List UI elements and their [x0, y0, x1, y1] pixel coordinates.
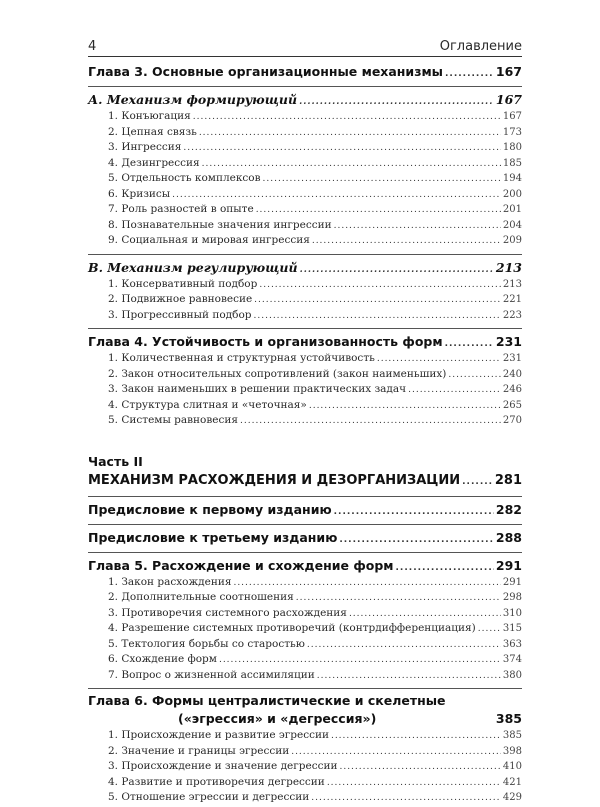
toc-entry-page: 213	[495, 259, 522, 275]
toc-item-page: 291	[502, 576, 522, 588]
dot-leader	[445, 65, 494, 84]
toc-item-title: 3. Закон наименьших в решении практических задач	[108, 383, 407, 395]
dot-leader	[312, 234, 501, 250]
toc-item[interactable]	[88, 637, 522, 653]
toc-item[interactable]	[88, 790, 522, 806]
toc-chapter-3[interactable]	[88, 62, 522, 81]
toc-item-page: 421	[502, 776, 522, 788]
toc-item[interactable]	[88, 367, 522, 383]
toc-entry-title: Предисловие к первому изданию	[88, 501, 332, 517]
toc-entry-page: 167	[495, 92, 522, 107]
toc-item-title: 2. Цепная связь	[108, 125, 197, 138]
table-of-contents	[88, 62, 522, 806]
toc-chapter-5[interactable]	[88, 552, 522, 575]
toc-item-title: 1. Количественная и структурная устойчивость	[108, 352, 375, 364]
running-header	[88, 32, 522, 57]
toc-section-b[interactable]	[88, 254, 522, 277]
dot-leader	[334, 219, 501, 235]
toc-entry-page: 281	[494, 472, 522, 488]
dot-leader	[219, 653, 501, 669]
toc-entry-page: 167	[495, 64, 522, 79]
dot-leader	[296, 591, 501, 607]
toc-item-title: 7. Вопрос о жизненной ассимиляции	[108, 668, 315, 681]
toc-entry-title: Глава 5. Расхождение и схождение форм	[88, 557, 394, 573]
toc-item[interactable]	[88, 109, 522, 125]
toc-item-page: 265	[502, 399, 522, 411]
toc-item-title: 7. Роль разностей в опыте	[108, 203, 254, 215]
toc-item[interactable]	[88, 382, 522, 398]
toc-entry-page: 231	[495, 334, 522, 349]
toc-item-title: 4. Дезингрессия	[108, 156, 200, 169]
toc-item[interactable]	[88, 187, 522, 203]
toc-part-2[interactable]	[88, 471, 522, 491]
toc-item-title: 5. Тектология борьбы со старостью	[108, 637, 305, 650]
toc-item-title: 5. Отношение эгрессии и дегрессии	[108, 791, 310, 803]
toc-item-page: 315	[502, 623, 522, 634]
dot-leader	[448, 368, 501, 384]
toc-entry-title: Глава 3. Основные организационные механизмы	[88, 64, 443, 79]
toc-entry-title-line-2: («эгрессия» и «дегрессия»)	[178, 711, 377, 726]
toc-item-page: 385	[502, 730, 522, 741]
dot-leader	[199, 126, 501, 142]
toc-item-title: 2. Закон относительных сопротивлений (закон наименьших)	[108, 367, 447, 380]
toc-item-title: 1. Закон расхождения	[108, 575, 232, 588]
toc-section-a[interactable]	[88, 86, 522, 109]
toc-item-title: 2. Дополнительные соотношения	[108, 591, 294, 603]
toc-entry-page: 291	[495, 557, 522, 573]
toc-item[interactable]	[88, 171, 522, 187]
toc-item[interactable]	[88, 277, 522, 293]
toc-entry-title: Предисловие к третьему изданию	[88, 529, 338, 545]
toc-item-title: 1. Конъюгация	[108, 110, 191, 122]
toc-item-page: 209	[502, 235, 522, 246]
toc-chapter-4[interactable]	[88, 328, 522, 351]
toc-entry-title: В. Механизм регулирующий	[88, 259, 298, 275]
toc-item-title: 3. Противоречия системного расхождения	[108, 606, 347, 619]
dot-leader	[254, 309, 501, 325]
toc-item[interactable]	[88, 575, 522, 591]
toc-item-title: 4. Разрешение системных противоречий (контрдифференциация)	[108, 622, 476, 634]
page-number: 4	[88, 39, 97, 54]
toc-item-page: 167	[502, 111, 522, 122]
running-title: Оглавление	[439, 39, 522, 54]
toc-item-page: 398	[502, 745, 522, 757]
dot-leader	[349, 607, 501, 623]
toc-item-title: 1. Происхождение и развитие эгрессии	[108, 729, 329, 741]
toc-item-title: 5. Системы равновесия	[108, 414, 238, 426]
toc-item-page: 429	[502, 792, 522, 803]
part-title: МЕХАНИЗМ РАСХОЖДЕНИЯ И ДЕЗОРГАНИЗАЦИИ	[88, 472, 461, 488]
toc-preface-3[interactable]	[88, 524, 522, 547]
toc-entry-title-line-1: Глава 6. Формы централистические и скелетные	[88, 693, 446, 708]
toc-item-page: 201	[502, 204, 522, 215]
toc-item-page: 363	[502, 638, 522, 650]
toc-item-title: 5. Отдельность комплексов	[108, 172, 261, 184]
toc-item-title: 8. Познавательные значения ингрессии	[108, 218, 332, 231]
toc-item[interactable]	[88, 308, 522, 324]
toc-item-page: 380	[502, 669, 522, 681]
toc-item-title: 9. Социальная и мировая ингрессия	[108, 234, 310, 246]
toc-item[interactable]	[88, 398, 522, 414]
toc-item[interactable]	[88, 606, 522, 622]
toc-item-page: 298	[502, 592, 522, 603]
toc-item-page: 173	[502, 126, 522, 138]
toc-item[interactable]	[88, 759, 522, 775]
toc-item[interactable]	[88, 351, 522, 367]
toc-chapter-6[interactable]	[88, 688, 522, 728]
toc-item-page: 231	[502, 353, 522, 364]
dot-leader	[309, 399, 501, 415]
dot-leader	[256, 203, 501, 219]
toc-entry-page: 385	[495, 711, 522, 726]
toc-item-page: 270	[502, 415, 522, 426]
dot-leader	[462, 472, 493, 492]
dot-leader	[193, 110, 501, 126]
toc-item[interactable]	[88, 413, 522, 429]
dot-leader	[317, 669, 501, 685]
dot-leader	[339, 531, 494, 550]
toc-preface-1[interactable]	[88, 496, 522, 519]
toc-item[interactable]	[88, 775, 522, 791]
toc-item[interactable]	[88, 140, 522, 156]
toc-item[interactable]	[88, 728, 522, 744]
toc-item-title: 6. Кризисы	[108, 187, 171, 200]
toc-item[interactable]	[88, 233, 522, 249]
dot-leader	[183, 141, 501, 157]
toc-item-title: 2. Подвижное равновесие	[108, 293, 253, 305]
toc-item-page: 246	[502, 384, 522, 395]
toc-item-page: 374	[502, 654, 522, 665]
toc-item-title: 4. Структура слитная и «четочная»	[108, 398, 307, 411]
toc-item-page: 310	[502, 607, 522, 619]
dot-leader	[291, 745, 501, 761]
toc-item-page: 185	[502, 157, 522, 169]
toc-item[interactable]	[88, 668, 522, 684]
toc-item-title: 3. Прогрессивный подбор	[108, 308, 252, 321]
toc-item-page: 221	[502, 294, 522, 305]
toc-item-page: 240	[502, 368, 522, 380]
toc-item-title: 4. Развитие и противоречия дегрессии	[108, 775, 325, 788]
toc-item[interactable]	[88, 218, 522, 234]
toc-item[interactable]	[88, 652, 522, 668]
toc-item[interactable]	[88, 202, 522, 218]
dot-leader	[172, 188, 501, 204]
toc-item-title: 2. Значение и границы эгрессии	[108, 744, 290, 757]
dot-leader	[334, 503, 494, 522]
dot-leader	[377, 352, 501, 368]
toc-item-page: 410	[502, 761, 522, 772]
dot-leader	[254, 293, 501, 309]
toc-entry-page: 288	[495, 529, 522, 545]
toc-item-page: 200	[502, 188, 522, 200]
toc-entry-title: Глава 4. Устойчивость и организованность форм	[88, 334, 443, 349]
dot-leader	[202, 157, 501, 173]
toc-item[interactable]	[88, 156, 522, 172]
toc-entry-title: А. Механизм формирующий	[88, 92, 298, 107]
dot-leader	[259, 278, 501, 294]
part-label: Часть II	[88, 453, 143, 469]
dot-leader	[478, 622, 501, 638]
toc-item[interactable]	[88, 621, 522, 637]
dot-leader	[307, 638, 501, 654]
dot-leader	[311, 791, 501, 807]
toc-item-title: 1. Консервативный подбор	[108, 277, 258, 290]
toc-item-page: 180	[502, 142, 522, 153]
toc-item-page: 194	[502, 173, 522, 184]
toc-item-page: 204	[502, 219, 522, 231]
toc-entry-page: 282	[495, 501, 522, 517]
dot-leader	[339, 760, 500, 776]
toc-item-page: 223	[502, 309, 522, 321]
dot-leader	[240, 414, 501, 430]
toc-item[interactable]	[88, 590, 522, 606]
toc-item[interactable]	[88, 744, 522, 760]
toc-item[interactable]	[88, 292, 522, 308]
dot-leader	[327, 776, 501, 792]
dot-leader	[233, 576, 500, 592]
dot-leader	[263, 172, 501, 188]
dot-leader	[331, 729, 501, 745]
dot-leader	[408, 383, 501, 399]
toc-item-page: 213	[502, 278, 522, 290]
toc-item[interactable]	[88, 125, 522, 141]
toc-item-title: 3. Ингрессия	[108, 141, 182, 153]
toc-item-title: 6. Схождение форм	[108, 653, 217, 665]
toc-item-title: 3. Происхождение и значение дегрессии	[108, 760, 338, 772]
